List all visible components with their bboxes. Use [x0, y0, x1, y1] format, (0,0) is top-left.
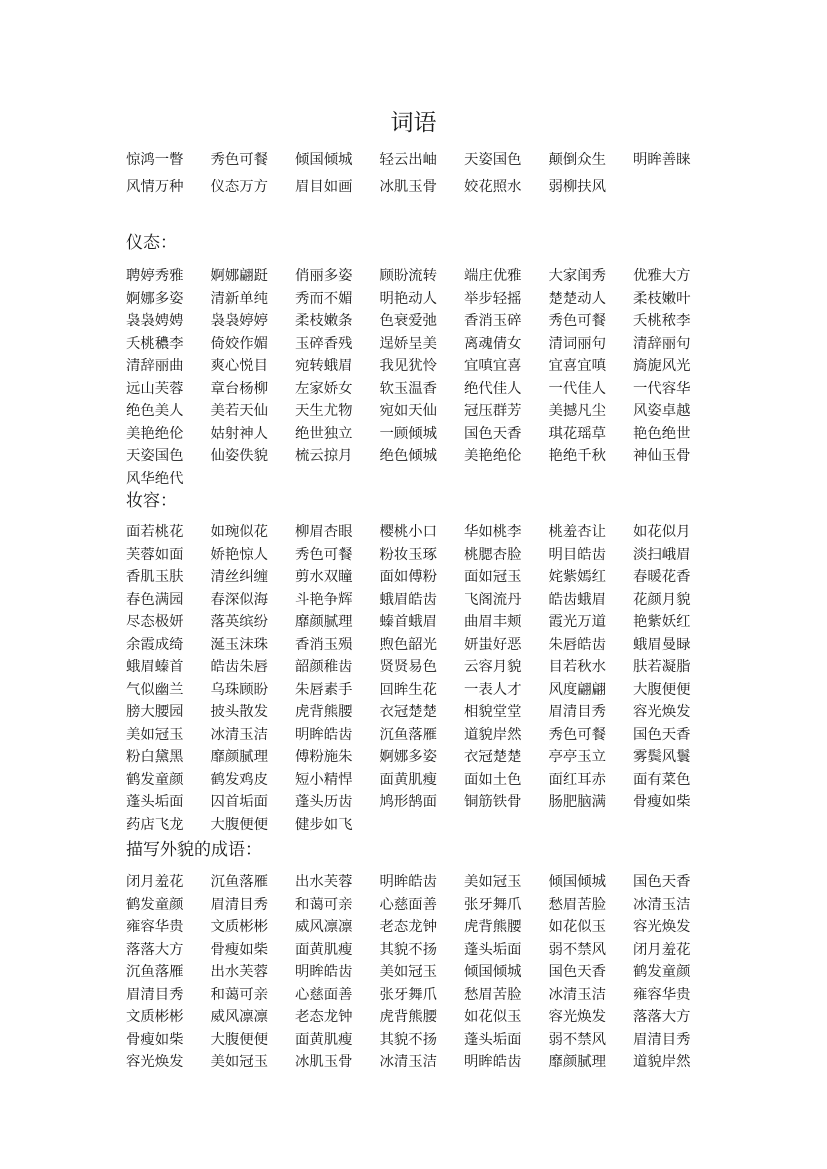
word-item: 鹤发童颜	[126, 896, 184, 913]
word-item: 容光焕发	[633, 919, 691, 935]
word-item: 衣冠楚楚	[379, 704, 438, 720]
word-item: 美艳绝伦	[464, 448, 522, 464]
word-item: 乌珠顾盼	[210, 681, 269, 698]
word-item: 蛾眉皓齿	[379, 591, 438, 608]
word-item: 雍容华贵	[633, 986, 691, 1003]
word-item: 剪水双瞳	[295, 569, 353, 585]
word-item: 冰清玉洁	[210, 726, 269, 743]
word-item: 弱不禁风	[548, 1031, 607, 1048]
word-item: 闭月羞花	[633, 941, 691, 958]
word-item: 面如土色	[464, 771, 522, 788]
word-item: 涎玉沫珠	[210, 636, 269, 653]
word-item: 倚姣作媚	[210, 335, 269, 352]
word-item: 威风凛凛	[210, 1009, 269, 1025]
word-item: 肤若凝脂	[633, 659, 691, 675]
word-item: 和蔼可亲	[210, 986, 269, 1003]
word-item: 夭桃秾李	[633, 313, 691, 329]
word-item: 衣冠楚楚	[464, 749, 522, 765]
word-item: 一表人才	[464, 681, 522, 698]
word-item: 美撼凡尘	[548, 403, 607, 419]
word-item: 爽心悦目	[210, 358, 269, 374]
word-item: 道貌岸然	[633, 1054, 691, 1070]
word-item: 沉鱼落雁	[210, 874, 269, 890]
word-item: 聘婷秀雅	[126, 268, 184, 284]
word-item: 桃腮杏脸	[464, 546, 522, 563]
word-item: 闭月羞花	[126, 874, 184, 890]
word-item: 琪花瑶草	[548, 425, 607, 442]
word-item: 弱不禁风	[548, 941, 607, 958]
word-item: 妍蚩好恶	[464, 636, 522, 653]
word-item: 春色满园	[126, 591, 184, 608]
word-item: 秀而不媚	[295, 290, 353, 307]
word-item: 清丝纠缠	[210, 569, 269, 585]
word-item: 文质彬彬	[210, 919, 269, 935]
word-item: 朱唇皓齿	[548, 636, 607, 653]
word-item: 风度翩翩	[548, 681, 607, 698]
word-item: 香肌玉肤	[126, 569, 184, 585]
word-item: 囚首垢面	[210, 794, 269, 810]
word-item: 蓬头垢面	[464, 1031, 522, 1048]
word-item: 出水芙蓉	[210, 964, 269, 980]
word-item: 美如冠玉	[464, 874, 522, 890]
word-item: 艳色绝世	[633, 425, 691, 442]
word-item: 螓首蛾眉	[379, 614, 438, 630]
word-item: 宛如天仙	[379, 403, 438, 419]
word-item: 文质彬彬	[126, 1009, 184, 1025]
word-item: 健步如飞	[295, 816, 353, 833]
word-item: 沉鱼落雁	[126, 964, 184, 980]
section-heading: 仪态：	[126, 233, 177, 253]
word-item: 威风凛凛	[295, 919, 353, 935]
word-item: 一顾倾城	[379, 425, 438, 442]
word-item: 大腹便便	[210, 1031, 269, 1048]
word-item: 虎背熊腰	[379, 1009, 438, 1025]
word-item: 和蔼可亲	[295, 896, 353, 913]
word-item: 眉清目秀	[633, 1031, 691, 1048]
word-item: 明艳动人	[379, 290, 438, 307]
word-item: 冰清玉洁	[548, 986, 607, 1003]
word-item: 明眸皓齿	[295, 964, 353, 980]
word-item: 美如冠玉	[210, 1054, 269, 1070]
word-item: 蓬头垢面	[126, 794, 184, 810]
word-item: 柔枝嫩叶	[633, 290, 691, 307]
word-item: 蓬头历齿	[295, 794, 353, 810]
word-item: 道貌岸然	[464, 726, 522, 743]
word-item: 仪态万方	[210, 179, 269, 195]
word-item: 一代容华	[633, 380, 691, 397]
word-item: 香消玉碎	[464, 313, 522, 329]
word-item: 沉鱼落雁	[379, 726, 438, 743]
word-item: 张牙舞爪	[464, 896, 522, 913]
word-item: 姑射神人	[210, 425, 269, 442]
word-item: 面黄肌瘦	[295, 1031, 353, 1048]
word-item: 大腹便便	[633, 681, 691, 698]
word-item: 清词丽句	[548, 335, 607, 352]
word-item: 花颜月貌	[633, 591, 691, 608]
word-item: 春暖花香	[633, 569, 691, 585]
word-item: 天姿国色	[126, 448, 184, 464]
word-item: 香消玉殒	[295, 636, 353, 653]
word-item: 宜嗔宜喜	[464, 358, 522, 374]
word-item: 国色天香	[633, 726, 691, 743]
word-item: 药店飞龙	[126, 816, 184, 833]
word-item: 冠压群芳	[464, 403, 522, 419]
word-item: 姹紫嫣红	[548, 569, 607, 585]
word-item: 面如傅粉	[379, 569, 438, 585]
word-item: 张牙舞爪	[379, 986, 438, 1003]
word-item: 神仙玉骨	[633, 448, 691, 464]
word-item: 出水芙蓉	[295, 874, 353, 890]
word-item: 云容月貌	[464, 659, 522, 675]
word-item: 肠肥脑满	[548, 794, 607, 810]
word-item: 离魂倩女	[464, 335, 522, 352]
word-item: 艳绝千秋	[548, 448, 607, 464]
word-item: 惊鸿一瞥	[126, 152, 184, 168]
word-item: 面红耳赤	[548, 771, 607, 788]
word-item: 秀色可餐	[548, 726, 607, 743]
page-title: 词语	[390, 110, 437, 136]
word-item: 婀娜多姿	[379, 749, 438, 765]
word-item: 其貌不扬	[379, 1031, 438, 1048]
word-item: 心慈面善	[295, 986, 353, 1003]
word-item: 倾国倾城	[464, 964, 522, 980]
word-item: 容光焕发	[126, 1054, 184, 1070]
word-item: 粉白黛黑	[126, 749, 184, 765]
word-item: 鹤发童颜	[633, 964, 691, 980]
word-item: 宛转蛾眉	[295, 358, 353, 374]
word-item: 老态龙钟	[295, 1009, 353, 1025]
word-item: 回眸生花	[379, 681, 438, 698]
word-item: 冰清玉洁	[379, 1054, 438, 1070]
word-item: 远山芙蓉	[126, 380, 184, 397]
word-item: 袅袅婷婷	[210, 313, 269, 329]
word-item: 风姿卓越	[633, 403, 691, 419]
word-item: 大家闺秀	[548, 268, 607, 284]
word-item: 顾盼流转	[379, 268, 438, 284]
word-item: 楚楚动人	[548, 290, 607, 307]
word-item: 心慈面善	[379, 896, 438, 913]
word-item: 春深似海	[210, 591, 269, 608]
word-item: 如花似玉	[464, 1009, 522, 1025]
word-item: 软玉温香	[379, 380, 438, 397]
word-item: 天姿国色	[464, 152, 522, 168]
word-item: 贤贤易色	[379, 659, 438, 675]
word-item: 其貌不扬	[379, 941, 438, 958]
word-item: 眉清目秀	[210, 896, 269, 913]
word-item: 明眸皓齿	[295, 726, 353, 743]
word-item: 明目皓齿	[548, 546, 607, 563]
word-item: 靡颜腻理	[548, 1054, 607, 1070]
word-item: 俏丽多姿	[295, 268, 353, 284]
word-item: 夭桃穠李	[126, 335, 184, 352]
word-item: 玉碎香残	[295, 335, 353, 352]
word-item: 姣花照水	[464, 179, 522, 195]
word-item: 秀色可餐	[548, 313, 607, 329]
word-item: 绝代佳人	[464, 380, 522, 397]
word-item: 梳云掠月	[295, 448, 353, 464]
word-item: 气似幽兰	[126, 681, 184, 698]
word-item: 面黄肌瘦	[379, 771, 438, 788]
word-item: 明眸皓齿	[464, 1054, 522, 1070]
word-item: 芙蓉如面	[126, 546, 184, 563]
word-item: 斗艳争辉	[295, 591, 353, 608]
word-item: 鹤发童颜	[126, 771, 184, 788]
word-item: 朱唇素手	[295, 681, 353, 698]
word-item: 煦色韶光	[379, 636, 438, 653]
word-item: 容光焕发	[548, 1009, 607, 1025]
word-item: 轻云出岫	[379, 152, 438, 168]
word-item: 霞光万道	[548, 614, 607, 630]
word-item: 天生尤物	[295, 403, 353, 419]
word-item: 傅粉施朱	[295, 749, 353, 765]
word-item: 靡颜腻理	[295, 614, 353, 630]
word-item: 如琬似花	[210, 524, 269, 540]
word-item: 清辞丽曲	[126, 358, 184, 374]
word-item: 蛾眉曼睩	[633, 636, 691, 653]
word-item: 短小精悍	[295, 771, 353, 788]
word-item: 华如桃李	[464, 524, 522, 540]
word-item: 靡颜腻理	[210, 749, 269, 765]
word-item: 桃羞杏让	[548, 524, 607, 540]
word-item: 婀娜多姿	[126, 290, 184, 307]
word-item: 美如冠玉	[379, 964, 438, 980]
word-item: 美如冠玉	[126, 726, 184, 743]
word-item: 愁眉苦脸	[464, 986, 522, 1003]
section-heading: 妆容：	[126, 491, 177, 511]
word-item: 飞阁流丹	[464, 591, 522, 608]
word-item: 国色天香	[548, 964, 607, 980]
word-item: 尽态极妍	[126, 614, 184, 630]
word-item: 骨瘦如柴	[210, 941, 269, 958]
word-item: 宜喜宜嗔	[548, 358, 607, 374]
word-item: 绝世独立	[295, 425, 353, 442]
word-item: 秀色可餐	[210, 152, 269, 168]
word-item: 绝色美人	[126, 403, 184, 419]
word-item: 如花似月	[633, 524, 691, 540]
word-item: 我见犹怜	[379, 358, 438, 374]
word-item: 愁眉苦脸	[548, 896, 607, 913]
word-item: 一代佳人	[548, 380, 607, 397]
word-item: 逞娇呈美	[379, 335, 438, 352]
word-item: 风华绝代	[126, 470, 184, 487]
word-item: 仙姿佚貌	[210, 448, 269, 464]
word-item: 鹤发鸡皮	[210, 771, 269, 788]
word-item: 亭亭玉立	[548, 749, 607, 765]
word-item: 娇艳惊人	[210, 546, 269, 563]
word-item: 皓齿蛾眉	[548, 591, 607, 608]
word-item: 举步轻摇	[464, 290, 522, 307]
word-item: 相貌堂堂	[464, 704, 522, 720]
word-item: 落英缤纷	[210, 614, 269, 630]
word-item: 绝色倾城	[379, 448, 438, 464]
word-item: 淡扫峨眉	[633, 546, 691, 563]
section-heading: 描写外貌的成语：	[126, 840, 262, 860]
word-item: 颠倒众生	[548, 152, 607, 168]
word-item: 袅袅娉娉	[126, 313, 184, 329]
word-item: 冰清玉洁	[633, 896, 691, 913]
word-item: 冰肌玉骨	[379, 179, 438, 195]
word-item: 皓齿朱唇	[210, 659, 269, 675]
word-item: 落落大方	[633, 1009, 691, 1025]
word-item: 倾国倾城	[295, 152, 353, 168]
word-item: 柳眉杏眼	[295, 524, 353, 540]
word-item: 虎背熊腰	[464, 919, 522, 935]
word-item: 铜筋铁骨	[464, 794, 522, 810]
word-item: 章台杨柳	[210, 380, 269, 397]
word-item: 老态龙钟	[379, 919, 438, 935]
word-item: 眉目如画	[295, 179, 353, 195]
word-item: 容光焕发	[633, 704, 691, 720]
word-item: 粉妆玉琢	[379, 546, 438, 563]
word-item: 国色天香	[464, 425, 522, 442]
word-item: 柔枝嫩条	[295, 313, 353, 329]
word-item: 秀色可餐	[295, 546, 353, 563]
word-item: 目若秋水	[548, 659, 607, 675]
word-item: 雾鬓风鬟	[633, 749, 691, 765]
word-item: 优雅大方	[633, 268, 691, 284]
word-item: 眉清目秀	[126, 986, 184, 1003]
word-item: 骨瘦如柴	[126, 1031, 184, 1048]
word-item: 面如冠玉	[464, 569, 522, 585]
word-item: 艳紫妖红	[633, 614, 691, 630]
word-item: 风情万种	[126, 179, 184, 195]
word-item: 蛾眉螓首	[126, 659, 184, 675]
word-item: 余霞成绮	[126, 636, 184, 653]
word-item: 樱桃小口	[379, 524, 438, 540]
word-item: 落落大方	[126, 941, 184, 958]
word-item: 雍容华贵	[126, 919, 184, 935]
word-item: 婀娜翩跹	[210, 268, 269, 284]
word-item: 面若桃花	[126, 524, 184, 540]
word-item: 膀大腰园	[126, 704, 184, 720]
word-item: 如花似玉	[548, 919, 607, 935]
word-item: 美若天仙	[210, 403, 269, 419]
word-item: 美艳绝伦	[126, 425, 184, 442]
word-item: 清新单纯	[210, 290, 269, 307]
word-item: 面有菜色	[633, 771, 691, 788]
word-item: 韶颜稚齿	[295, 659, 353, 675]
word-item: 虎背熊腰	[295, 704, 353, 720]
word-item: 端庄优雅	[464, 268, 522, 284]
word-item: 色衰爱弛	[379, 313, 438, 329]
word-item: 冰肌玉骨	[295, 1054, 353, 1070]
word-item: 骨瘦如柴	[633, 794, 691, 810]
word-item: 旖旎风光	[633, 358, 691, 374]
word-item: 国色天香	[633, 874, 691, 890]
word-item: 明眸皓齿	[379, 874, 438, 890]
word-item: 披头散发	[210, 704, 269, 720]
word-item: 大腹便便	[210, 816, 269, 833]
word-item: 倾国倾城	[548, 874, 607, 890]
word-item: 左家娇女	[295, 380, 353, 397]
word-item: 清辞丽句	[633, 335, 691, 352]
word-item: 曲眉丰颊	[464, 614, 522, 630]
word-item: 面黄肌瘦	[295, 941, 353, 958]
word-item: 明眸善睐	[633, 152, 691, 168]
word-item: 蓬头垢面	[464, 941, 522, 958]
word-item: 鸠形鹄面	[379, 794, 438, 810]
word-item: 弱柳扶风	[548, 179, 607, 195]
word-item: 眉清目秀	[548, 704, 607, 720]
